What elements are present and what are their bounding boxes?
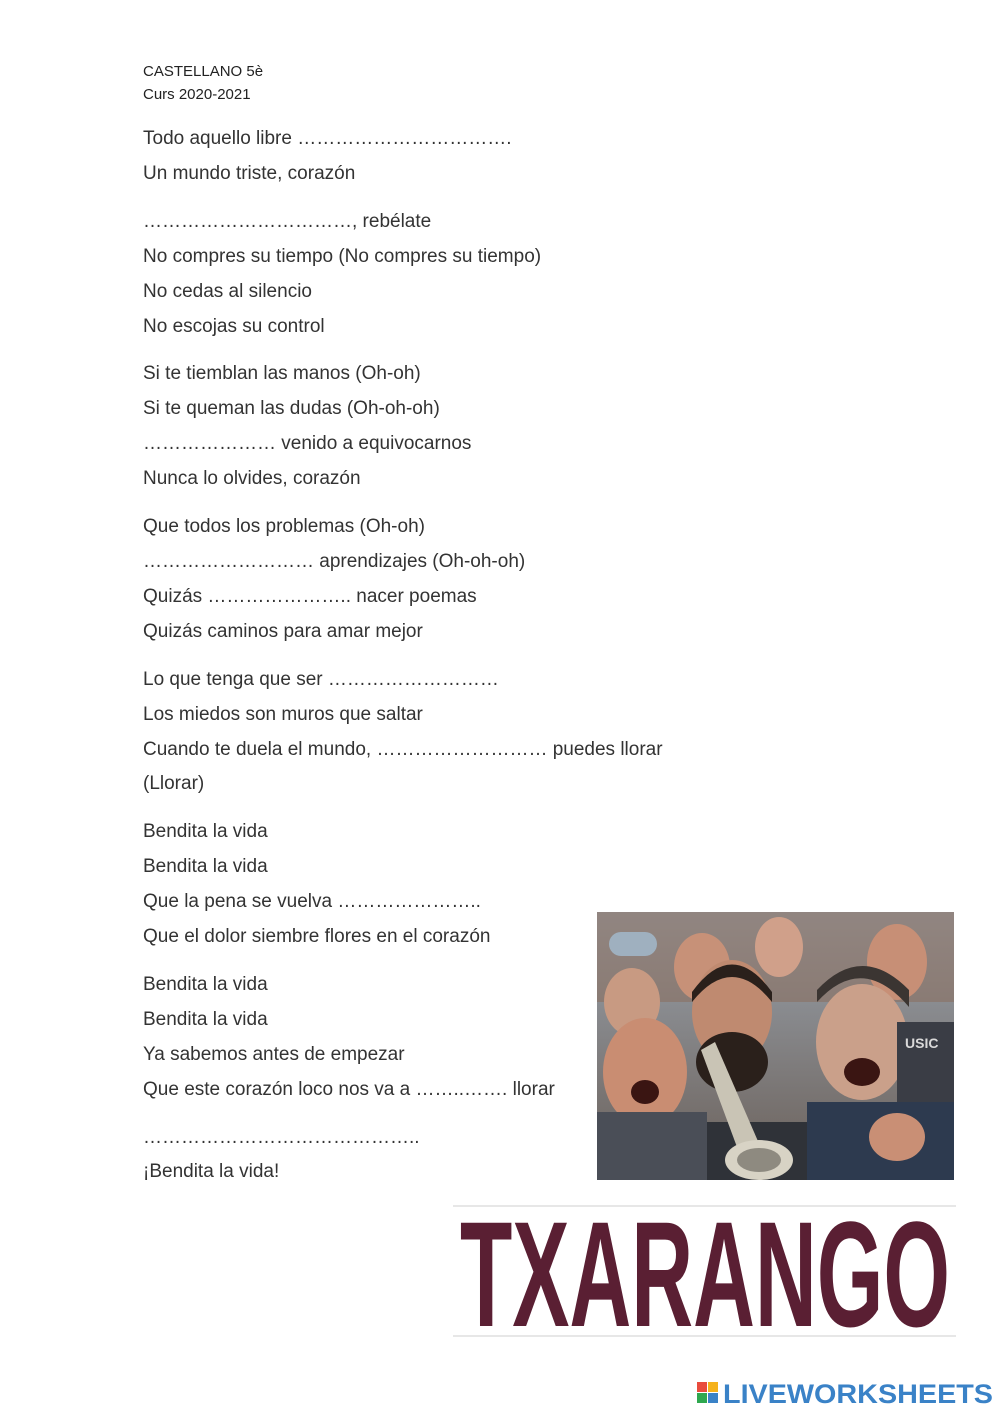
stanza [143,663,743,803]
lyric-line: (Llorar) [143,773,205,795]
txarango-logo [453,1204,956,1338]
liveworksheets-logo [697,1378,997,1408]
lyric-line: Un mundo triste, corazón [143,162,356,184]
band-photo [597,912,954,1180]
txarango-logo-image [453,1204,956,1338]
course-label: Curs 2020-2021 [143,86,251,103]
lyric-line: Que el dolor siembre flores en el corazón [143,926,491,948]
logo-square-red-icon [697,1382,707,1392]
lyric-line: Bendita la vida [143,1008,268,1030]
lyric-line: ¡Bendita la vida! [143,1161,280,1183]
lyric-line: Quizás ………………….. nacer poemas [143,585,477,607]
lyric-line: Los miedos son muros que saltar [143,703,423,725]
lyric-line: Que este corazón loco nos va a ……..……. llorar [143,1078,555,1100]
band-name-text: TXARANGO [460,1204,950,1338]
lyric-line: ………………… venido a equivocarnos [143,433,472,455]
lyric-line: Bendita la vida [143,973,268,995]
stanza [143,510,743,650]
lyric-line: Nunca lo olvides, corazón [143,468,361,490]
logo-square-blue-icon [708,1393,718,1403]
lyric-line: Bendita la vida [143,821,268,843]
lyric-line: Todo aquello libre ……………………………. [143,128,512,149]
lyric-line: Ya sabemos antes de empezar [143,1043,405,1065]
lyric-line: ……………………… aprendizajes (Oh-oh-oh) [143,550,526,572]
logo-square-green-icon [697,1393,707,1403]
lyric-line: Si te queman las dudas (Oh-oh-oh) [143,398,440,420]
lyric-line: Bendita la vida [143,856,268,878]
liveworksheets-brand: LIVEWORKSHEETS [723,1379,993,1408]
lyric-line: ……………………………, rebélate [143,210,432,232]
stanza [143,357,743,497]
lyric-line: Cuando te duela el mundo, ……………………… puedes llorar [143,738,663,760]
worksheet-header [143,60,263,106]
lyric-line: Que la pena se vuelva ………………….. [143,891,481,913]
lyric-line: No cedas al silencio [143,280,312,302]
lyric-line: No compres su tiempo (No compres su tiempo) [143,245,542,267]
stanza [143,122,743,192]
lyric-line: …………………………………….. [143,1126,420,1148]
subject-label: CASTELLANO 5è [143,63,264,80]
stanza [143,205,743,345]
band-photo-image [597,912,954,1180]
logo-square-yellow-icon [708,1382,718,1392]
liveworksheets-footer [697,1378,997,1408]
lyric-line: Lo que tenga que ser ……………………… [143,668,499,690]
lyric-line: Que todos los problemas (Oh-oh) [143,516,425,538]
lyric-line: Si te tiemblan las manos (Oh-oh) [143,363,421,385]
lyric-line: No escojas su control [143,315,325,337]
lyric-line: Quizás caminos para amar mejor [143,620,423,642]
shirt-text: USIC [905,1035,939,1051]
